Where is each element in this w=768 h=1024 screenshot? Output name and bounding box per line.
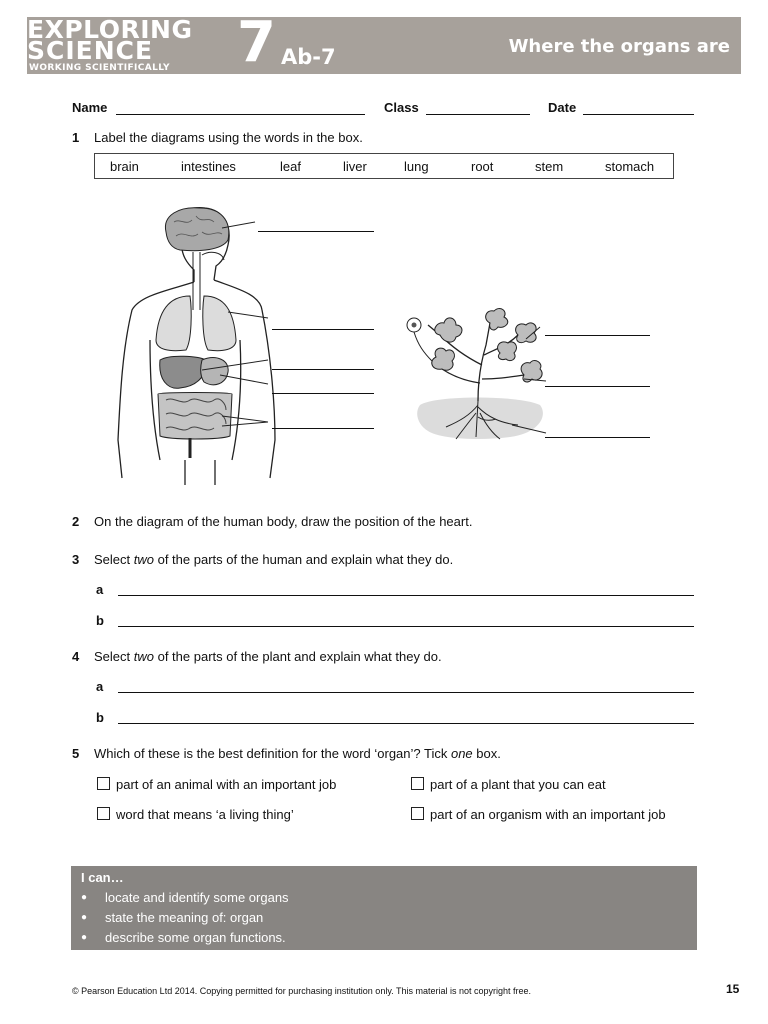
word-item: intestines (181, 159, 236, 174)
q4a-label: a (96, 679, 104, 694)
q3b-label: b (96, 613, 104, 628)
word-item: stem (535, 159, 564, 174)
q1-number: 1 (72, 130, 80, 145)
q3-number: 3 (72, 552, 80, 567)
plant-flower (407, 318, 432, 361)
q1-text: Label the diagrams using the words in the box. (94, 130, 363, 145)
q5-text: Which of these is the best definition for the word ‘organ’? Tick one box. (94, 746, 501, 761)
intestines-organ (158, 393, 232, 459)
q4b-answer-line[interactable] (118, 723, 694, 724)
copyright-footer: © Pearson Education Ltd 2014. Copying permitted for purchasing institution only. This material is not copyright free. (72, 986, 532, 996)
worksheet-code: Ab-7 (281, 45, 336, 69)
i-can-box (71, 866, 697, 950)
word-box (94, 153, 674, 179)
liver-label-line[interactable] (272, 369, 374, 370)
plant-diagram (400, 305, 560, 450)
q5-option-3-label: word that means ‘a living thing’ (116, 807, 294, 822)
stomach-organ (201, 358, 229, 385)
page-number: 15 (726, 982, 740, 996)
date-label: Date (548, 100, 577, 115)
logo-line-3: WORKING SCIENTIFICALLY (29, 63, 170, 73)
q5-option-2-checkbox[interactable] (411, 777, 424, 790)
worksheet-title: Where the organs are (508, 36, 730, 57)
q5-number: 5 (72, 746, 80, 761)
q5-option-1-checkbox[interactable] (97, 777, 110, 790)
q5-option-4-checkbox[interactable] (411, 807, 424, 820)
class-label: Class (384, 100, 419, 115)
word-item: root (471, 159, 494, 174)
plant-label-line-3[interactable] (545, 437, 650, 438)
intestines-label-line[interactable] (272, 428, 374, 429)
bullet-icon: ● (81, 892, 88, 903)
q5-option-4-label: part of an organism with an important job (430, 807, 666, 822)
left-lung-organ (156, 296, 191, 351)
word-item: brain (110, 159, 139, 174)
stomach-leader-line (220, 375, 268, 384)
i-can-item: describe some organ functions. (105, 930, 286, 945)
date-field[interactable] (583, 114, 694, 115)
q3a-label: a (96, 582, 104, 597)
q5-option-2-label: part of a plant that you can eat (430, 777, 606, 792)
liver-organ (160, 356, 207, 388)
logo-line-1: EXPLORING (27, 15, 193, 44)
q2-text: On the diagram of the human body, draw the position of the heart. (94, 514, 473, 529)
word-item: stomach (605, 159, 655, 174)
plant-leaves (432, 309, 542, 382)
q4-text: Select two of the parts of the plant and explain what they do. (94, 649, 442, 664)
q2-number: 2 (72, 514, 80, 529)
i-can-item: state the meaning of: organ (105, 910, 264, 925)
word-item: lung (404, 159, 429, 174)
word-item: liver (343, 159, 367, 174)
brain-organ (165, 208, 228, 251)
class-field[interactable] (426, 114, 530, 115)
q3-text: Select two of the parts of the human and explain what they do. (94, 552, 454, 567)
plant-label-line-2[interactable] (545, 386, 650, 387)
plant-label-line-1[interactable] (545, 335, 650, 336)
name-label: Name (72, 100, 108, 115)
q4-number: 4 (72, 649, 80, 664)
year-number: 7 (237, 10, 276, 75)
q4a-answer-line[interactable] (118, 692, 694, 693)
right-lung-organ (203, 296, 236, 351)
i-can-title: I can… (81, 870, 124, 885)
i-can-item: locate and identify some organs (105, 890, 289, 905)
stomach-label-line[interactable] (272, 393, 374, 394)
q3b-answer-line[interactable] (118, 626, 694, 627)
human-body-diagram (110, 200, 390, 485)
lung-label-line[interactable] (272, 329, 374, 330)
word-item: leaf (280, 159, 301, 174)
logo-line-2: SCIENCE (27, 36, 154, 65)
q4b-label: b (96, 710, 104, 725)
q5-option-3-checkbox[interactable] (97, 807, 110, 820)
brain-label-line[interactable] (258, 231, 374, 232)
bullet-icon: ● (81, 932, 88, 943)
bullet-icon: ● (81, 912, 88, 923)
q5-option-1-label: part of an animal with an important job (116, 777, 337, 792)
header-band (27, 10, 741, 75)
name-field[interactable] (116, 114, 365, 115)
q3a-answer-line[interactable] (118, 595, 694, 596)
